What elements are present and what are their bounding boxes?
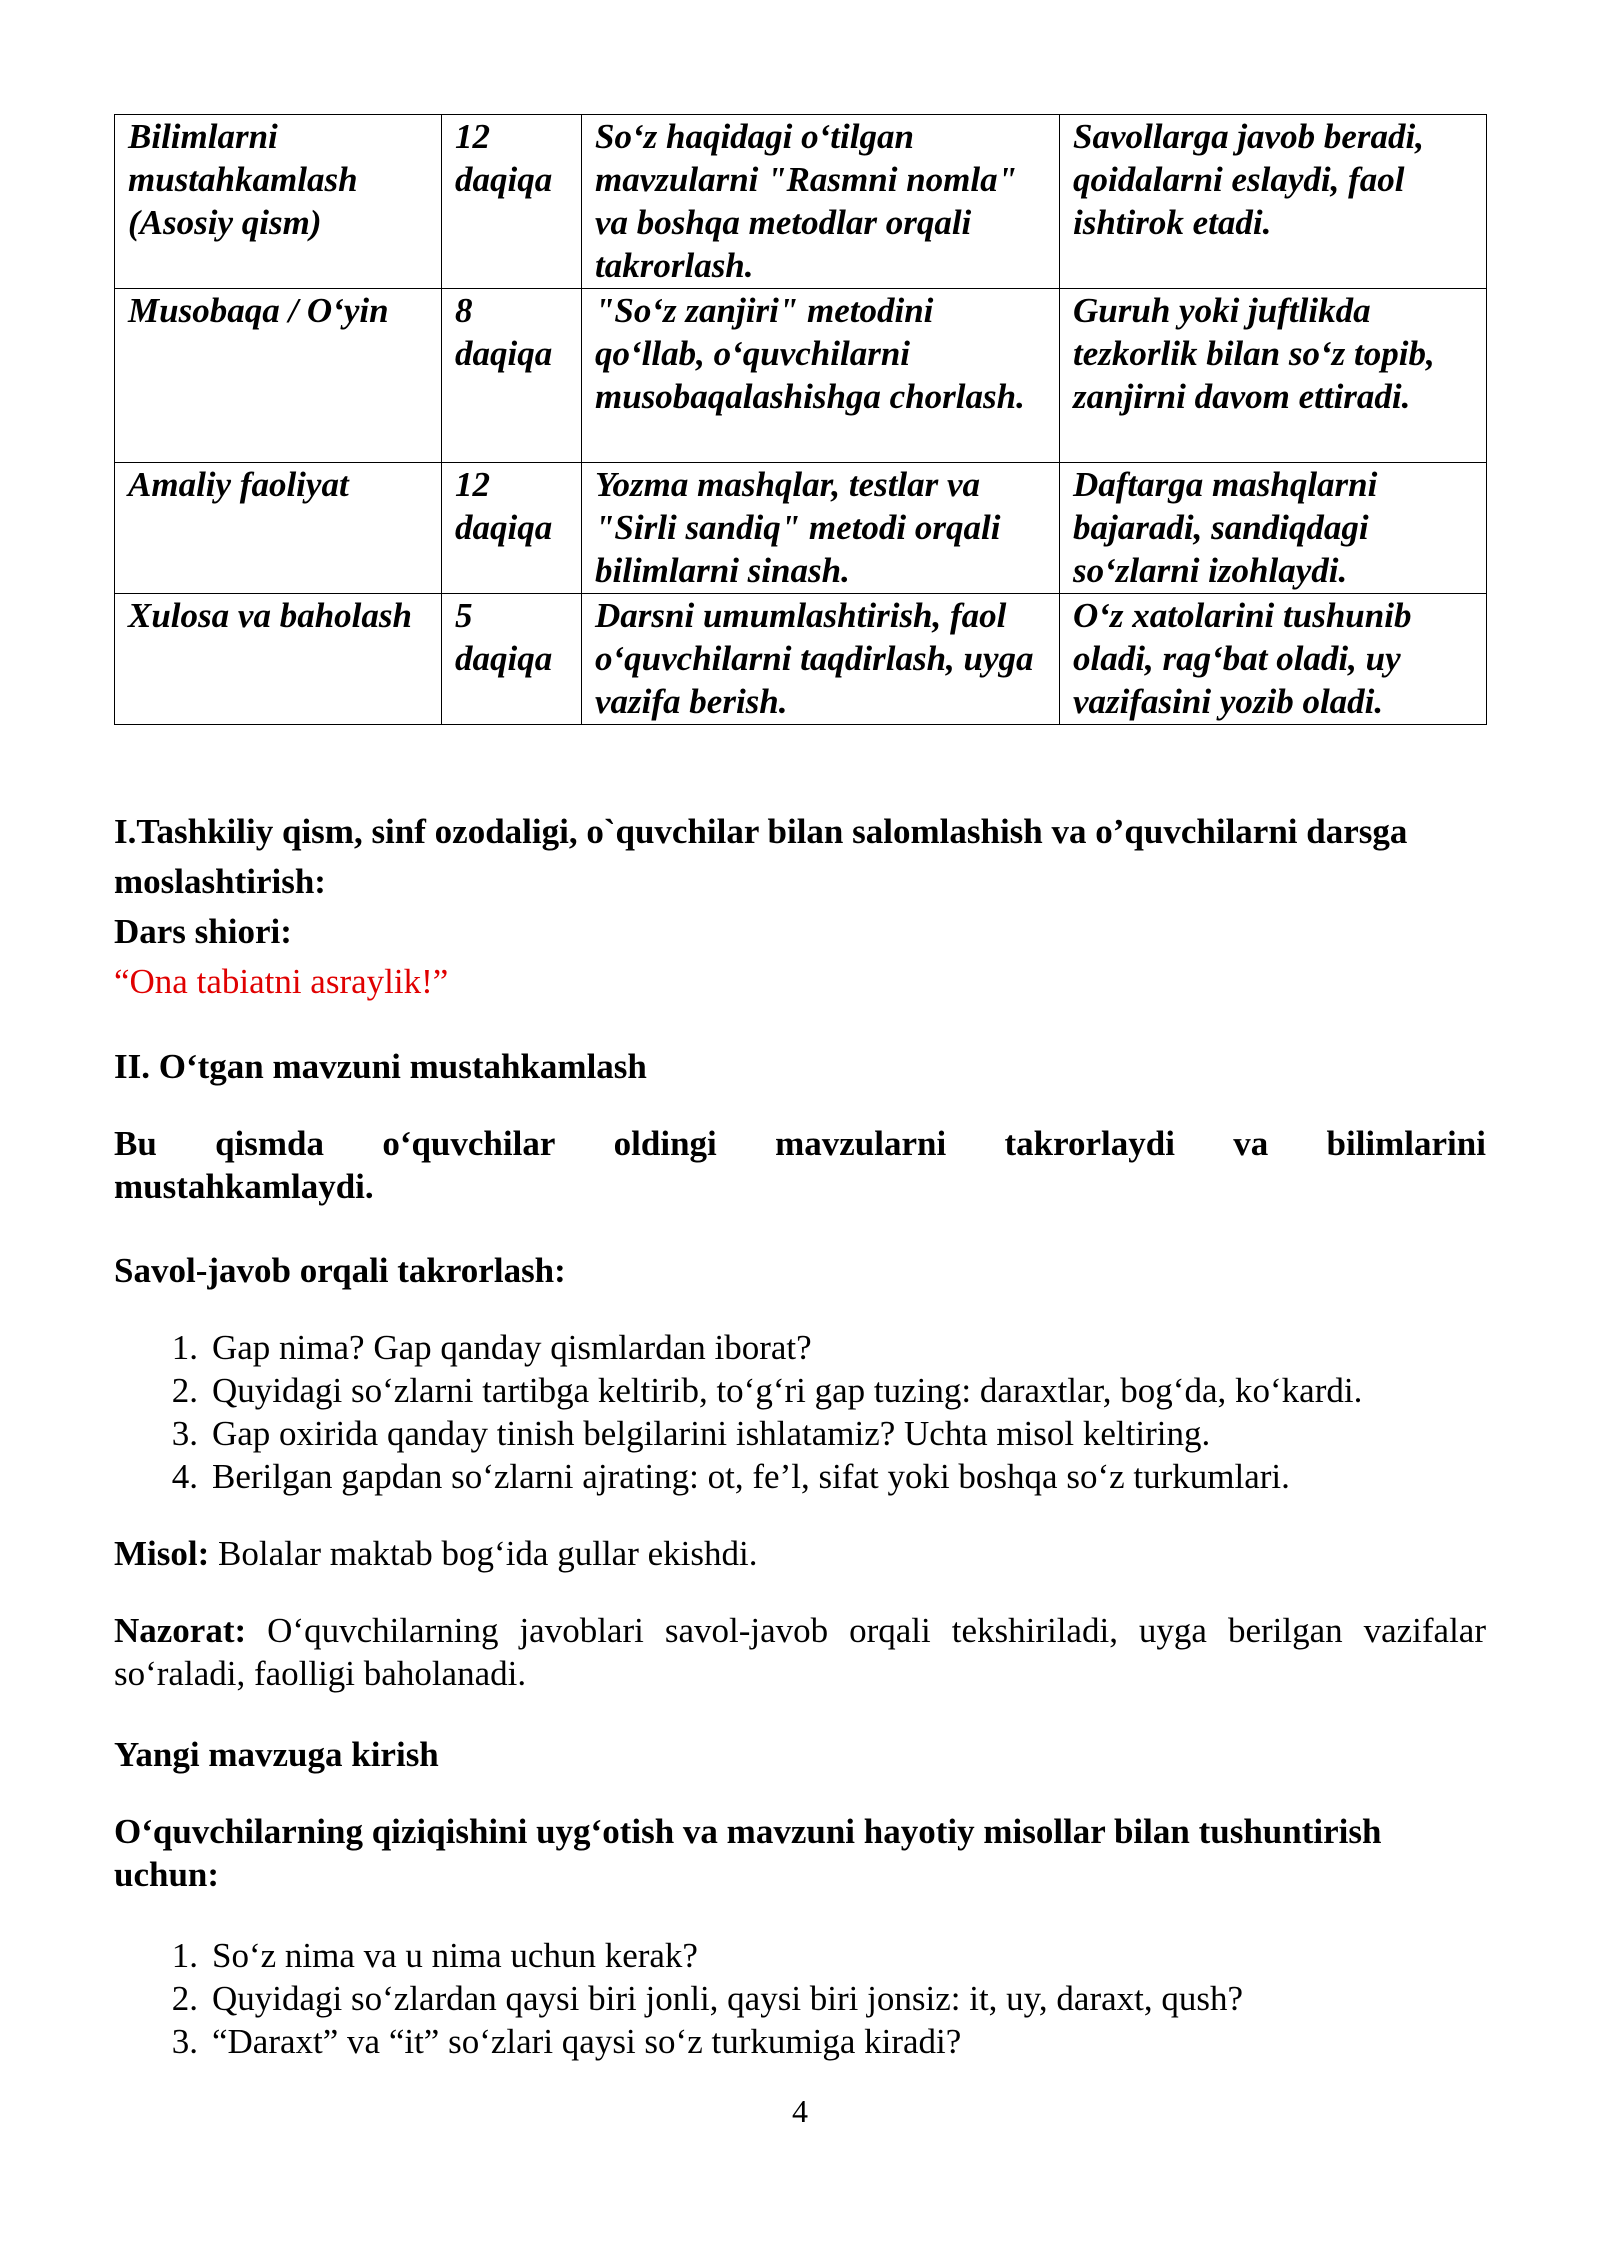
example-text: Bolalar maktab bog‘ida gullar ekishdi. xyxy=(209,1534,758,1573)
item-number: 2. xyxy=(171,1979,198,2018)
student-activity-cell: O‘z xatolarini tushunib oladi, rag‘bat oladi, uy vazifasini yozib oladi. xyxy=(1060,594,1487,725)
document-page xyxy=(114,114,1486,2063)
time-cell: 5 daqiqa xyxy=(442,594,582,725)
teacher-activity-cell: "So‘z zanjiri" metodini qo‘llab, o‘quvchilarni musobaqalashishga chorlash. xyxy=(582,289,1060,463)
word: oldingi xyxy=(613,1124,717,1163)
item-text: Quyidagi so‘zlarni tartibga keltirib, to‘g‘ri gap tuzing: daraxtlar, bog‘da, ko‘kardi. xyxy=(212,1371,1363,1410)
example-label: Misol: xyxy=(114,1534,210,1573)
lesson-plan-table xyxy=(114,114,1487,725)
item-text: Gap oxirida qanday tinish belgilarini ishlatamiz? Uchta misol keltiring. xyxy=(212,1414,1211,1453)
student-activity-cell: Savollarga javob beradi, qoidalarni eslaydi, faol ishtirok etadi. xyxy=(1060,115,1487,289)
lesson-motto: “Ona tabiatni asraylik!” xyxy=(114,962,449,1001)
item-number: 3. xyxy=(171,1414,198,1453)
stage-cell: Xulosa va baholash xyxy=(115,594,442,725)
time-cell: 8 daqiqa xyxy=(442,289,582,463)
list-item xyxy=(114,1369,1486,1412)
item-text: So‘z nima va u nima uchun kerak? xyxy=(212,1936,698,1975)
table-row xyxy=(115,115,1487,289)
item-text: Quyidagi so‘zlardan qaysi biri jonli, qaysi biri jonsiz: it, uy, daraxt, qush? xyxy=(212,1979,1244,2018)
item-text: Gap nima? Gap qanday qismlardan iborat? xyxy=(212,1328,812,1367)
word: qismda xyxy=(215,1124,325,1163)
word: va xyxy=(1233,1124,1269,1163)
control-paragraph xyxy=(114,1609,1486,1695)
teacher-activity-cell: Yozma mashqlar, testlar va "Sirli sandiq" metodi orqali bilimlarni sinash. xyxy=(582,463,1060,594)
teacher-activity-cell: Darsni umumlashtirish, faol o‘quvchilarni taqdirlash, uyga vazifa berish. xyxy=(582,594,1060,725)
control-text: O‘quvchilarning javoblari savol-javob orqali tekshiriladi, uyga berilgan vazifalar so‘raladi, faolligi baholanadi. xyxy=(114,1611,1486,1693)
motto-label: Dars shiori: xyxy=(114,912,292,951)
section1-heading: I.Tashkiliy qism, sinf ozodaligi, o`quvchilar bilan salomlashish va o’quvchilarni darsga moslashtirish: xyxy=(114,812,1408,901)
word: mavzularni xyxy=(775,1124,947,1163)
teacher-activity-cell: So‘z haqidagi o‘tilgan mavzularni "Rasmni nomla" va boshqa metodlar orqali takrorlash. xyxy=(582,115,1060,289)
time-cell: 12 daqiqa xyxy=(442,463,582,594)
intro-first-line xyxy=(114,1122,1486,1165)
stage-cell: Amaliy faoliyat xyxy=(115,463,442,594)
review-questions-list xyxy=(114,1326,1486,1498)
table-row xyxy=(115,289,1487,463)
item-number: 4. xyxy=(171,1457,198,1496)
list-item xyxy=(114,1934,1486,1977)
list-item xyxy=(114,1455,1486,1498)
list-item xyxy=(114,1326,1486,1369)
word: bilimlarini xyxy=(1326,1124,1486,1163)
time-cell: 12 daqiqa xyxy=(442,115,582,289)
item-number: 1. xyxy=(171,1328,198,1367)
item-number: 3. xyxy=(171,2022,198,2061)
section2-heading: II. O‘tgan mavzuni mustahkamlash xyxy=(114,1047,647,1086)
stage-cell: Musobaqa / O‘yin xyxy=(115,289,442,463)
new-topic-questions-list xyxy=(114,1934,1486,2063)
page-number: 4 xyxy=(792,2093,808,2129)
table-row xyxy=(115,463,1487,594)
item-text: Berilgan gapdan so‘zlarni ajrating: ot, fe’l, sifat yoki boshqa so‘z turkumlari. xyxy=(212,1457,1290,1496)
word: o‘quvchilar xyxy=(382,1124,556,1163)
intro-last-line: mustahkamlaydi. xyxy=(114,1167,374,1206)
example-paragraph xyxy=(114,1529,1486,1579)
list-item xyxy=(114,1412,1486,1455)
control-label: Nazorat: xyxy=(114,1611,247,1650)
list-item xyxy=(114,2020,1486,2063)
student-activity-cell: Daftarga mashqlarni bajaradi, sandiqdagi so‘zlarni izohlaydi. xyxy=(1060,463,1487,594)
student-activity-cell: Guruh yoki juftlikda tezkorlik bilan so‘z topib, zanjirni davom ettiradi. xyxy=(1060,289,1487,463)
stage-cell: Bilimlarni mustahkamlash (Asosiy qism) xyxy=(115,115,442,289)
section3-subheading: O‘quvchilarning qiziqishini uyg‘otish va mavzuni hayotiy misollar bilan tushuntirish uchun: xyxy=(114,1812,1382,1894)
word: Bu xyxy=(114,1124,157,1163)
table-row xyxy=(115,594,1487,725)
list-item xyxy=(114,1977,1486,2020)
word: takrorlaydi xyxy=(1004,1124,1175,1163)
item-number: 2. xyxy=(171,1371,198,1410)
section3-heading: Yangi mavzuga kirish xyxy=(114,1735,439,1774)
item-text: “Daraxt” va “it” so‘zlari qaysi so‘z turkumiga kiradi? xyxy=(212,2022,962,2061)
item-number: 1. xyxy=(171,1936,198,1975)
qa-heading: Savol-javob orqali takrorlash: xyxy=(114,1251,566,1290)
